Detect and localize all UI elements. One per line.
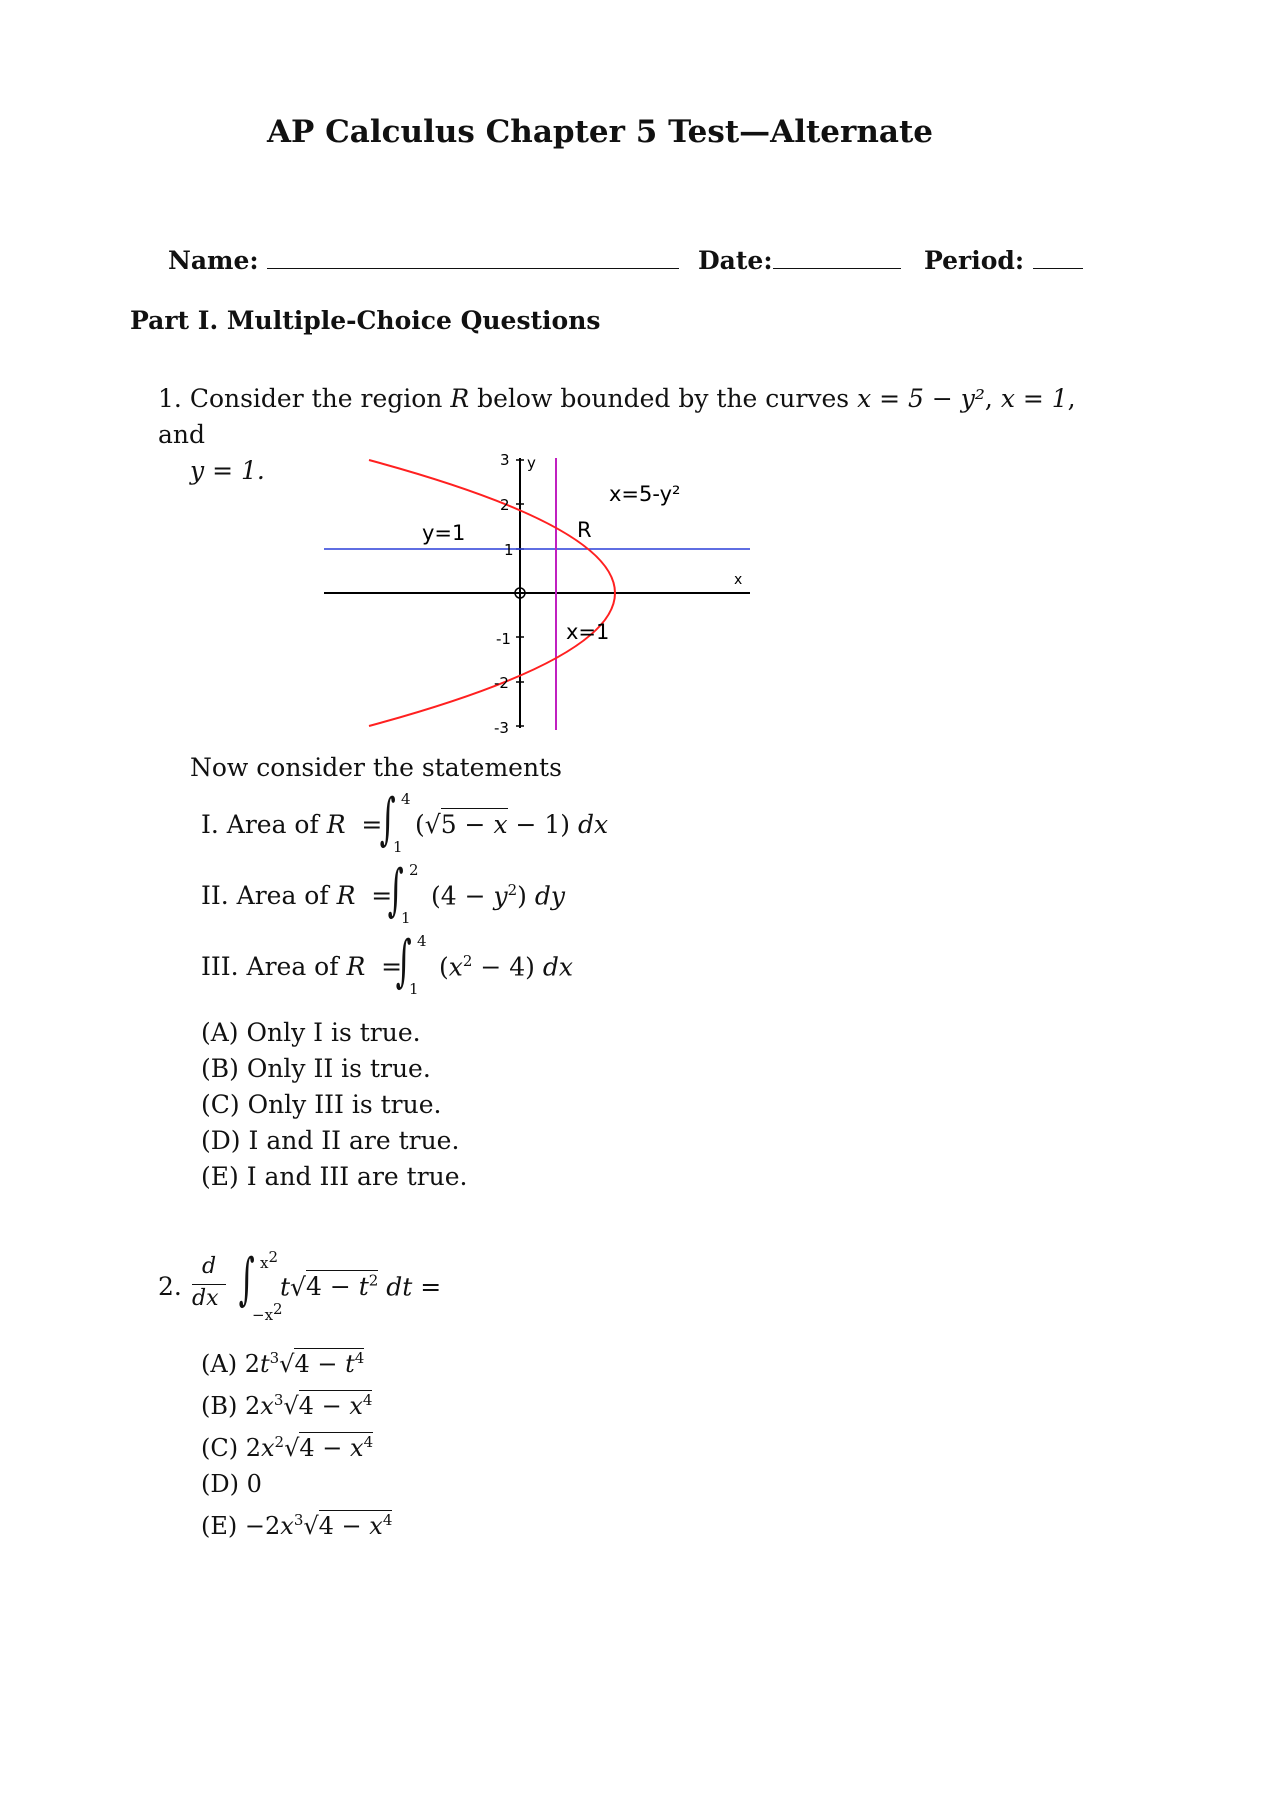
y-tick-label: -2: [494, 674, 509, 692]
q1-text-part: below bounded by the curves: [477, 384, 850, 413]
region-label: R: [577, 518, 592, 542]
y-tick-label: 1: [504, 541, 514, 559]
upper-limit: $x^2$: [260, 1248, 279, 1272]
statement-label: III. Area of: [201, 952, 339, 981]
q1-var: R: [450, 384, 470, 413]
name-blank[interactable]: [267, 250, 679, 269]
curve-label: x=5-y²: [609, 482, 681, 506]
integrand: $t√4 - t^2$ dt =: [280, 1272, 442, 1302]
integral-sign: ∫: [379, 787, 396, 852]
q1-choices: [201, 1015, 468, 1195]
lower-limit: 1: [401, 909, 411, 927]
integrand: $(4 - y^2)$ dy: [431, 881, 566, 911]
integral-sign: ∫: [387, 858, 404, 923]
question-number: 1.: [158, 384, 182, 413]
vertical-line-label: x=1: [566, 620, 610, 644]
integral-sign: ∫: [395, 929, 412, 994]
date-field-group: [698, 246, 901, 275]
y-tick-label: -1: [496, 630, 511, 648]
derivative-denominator: dx: [192, 1286, 219, 1311]
statement-1: I. Area of R = ∫ 4 1 (√5 − x − 1) dx: [201, 787, 609, 856]
period-label: Period:: [924, 246, 1025, 275]
choice-d[interactable]: (D) I and II are true.: [201, 1126, 460, 1155]
date-label: Date:: [698, 246, 773, 275]
choice-c[interactable]: (C) $2x^2√4 - x^4$: [201, 1433, 374, 1462]
q1-equation: y = 1.: [190, 456, 265, 485]
integrand: $(x^2 - 4)$ dx: [439, 952, 573, 982]
upper-limit: 2: [409, 861, 419, 879]
horizontal-line-label: y=1: [422, 521, 466, 545]
choice-a[interactable]: (A) Only I is true.: [201, 1018, 421, 1047]
question-1-text: 1. Consider the region R below bounded by the curves x = 5 − y², x = 1, and y = 1.: [158, 384, 1076, 485]
section-title: Part I. Multiple-Choice Questions: [130, 306, 601, 335]
fraction-bar: [192, 1284, 226, 1285]
integral-sign: ∫: [238, 1247, 255, 1312]
choice-e[interactable]: (E) I and III are true.: [201, 1162, 468, 1191]
statement-2: II. Area of R = ∫ 2 1 $(4 - y^2)$ dy: [201, 858, 566, 927]
statement-3: III. Area of R = ∫ 4 1 $(x^2 - 4)$ dx: [201, 929, 573, 998]
question-number: 2.: [158, 1272, 182, 1301]
name-field-group: [168, 246, 679, 275]
choice-d[interactable]: (D) 0: [201, 1470, 262, 1498]
y-tick-label: 2: [500, 496, 510, 514]
y-tick-label: -3: [494, 719, 509, 737]
q1-text-part: and: [158, 420, 206, 449]
q1-equation: x = 5 − y²: [857, 384, 985, 413]
date-blank[interactable]: [773, 250, 901, 269]
lower-limit: 1: [393, 838, 403, 856]
lower-limit: 1: [409, 980, 419, 998]
q1-equation: x = 1: [1000, 384, 1068, 413]
lower-limit: $-x^2$: [252, 1300, 283, 1324]
choice-b[interactable]: (B) $2x^3√4 - x^4$: [201, 1391, 373, 1420]
question-2-text: [158, 1248, 558, 1328]
period-field-group: [924, 246, 1083, 275]
choice-b[interactable]: (B) Only II is true.: [201, 1054, 431, 1083]
q1-text-part: Consider the region: [189, 384, 443, 413]
upper-limit: 4: [401, 790, 411, 808]
name-label: Name:: [168, 246, 259, 275]
derivative-numerator: d: [202, 1254, 217, 1279]
q2-choices: [201, 1340, 392, 1544]
integrand: (√5 − x − 1) dx: [415, 810, 609, 839]
choice-e[interactable]: $(E) -2x^3√4 - x^4$: [201, 1511, 393, 1540]
statement-label: I. Area of: [201, 810, 319, 839]
upper-limit: 4: [417, 932, 427, 950]
choice-c[interactable]: (C) Only III is true.: [201, 1090, 442, 1119]
y-axis-label: y: [527, 454, 536, 472]
period-blank[interactable]: [1033, 250, 1083, 269]
page-title: AP Calculus Chapter 5 Test—Alternate: [266, 114, 934, 150]
statement-label: II. Area of: [201, 881, 329, 910]
statements-intro: Now consider the statements: [190, 753, 562, 782]
region-graph: [324, 450, 750, 740]
x-axis-label: x: [734, 572, 743, 588]
y-tick-label: 3: [500, 451, 510, 469]
choice-a[interactable]: (A) $2t^3√4 - t^4$: [201, 1349, 365, 1378]
